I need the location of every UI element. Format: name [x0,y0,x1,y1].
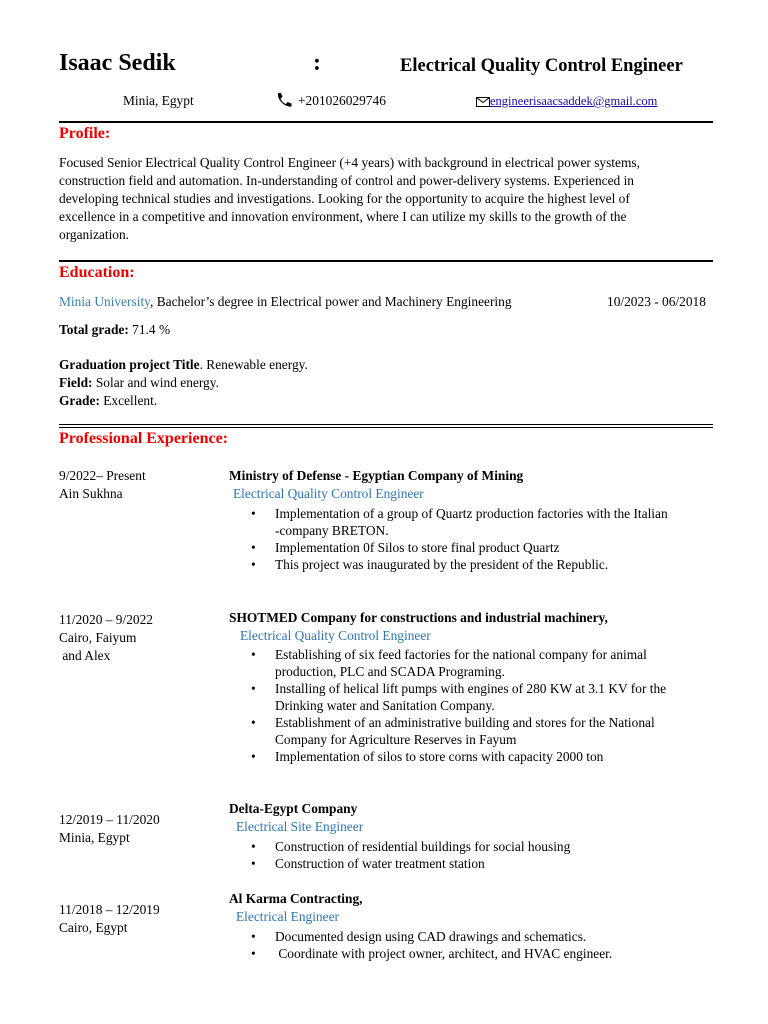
grade-value: Excellent. [99,393,158,408]
job-company: Ministry of Defense - Egyptian Company of Mining [229,468,524,483]
education-dates: 10/2023 - 06/2018 [607,294,706,309]
job-role: Electrical Quality Control Engineer [233,486,424,501]
duty-line: Documented design using CAD drawings and schematics. [275,929,587,944]
job-location: Cairo, Faiyum [59,630,137,645]
project-value: . Renewable energy. [199,357,308,372]
location-text: Minia, Egypt [123,93,194,108]
grade-label: Grade: [59,393,100,408]
duty-line: -company BRETON. [275,523,389,538]
job-location: and Alex [59,648,111,663]
list-item [229,646,666,680]
job-role: Electrical Site Engineer [236,819,364,834]
duty-line: Installing of helical lift pumps with engines of 280 KW at 3.1 KV for the [275,681,667,696]
duty-line: This project was inaugurated by the president of the Republic. [275,557,609,572]
experience-heading: Professional Experience: [59,430,229,447]
phone-icon [275,92,293,108]
list-item [229,556,668,573]
list-item [229,928,612,945]
job-location: Cairo, Egypt [59,920,128,935]
job-dates: 11/2020 – 9/2022 [59,612,153,627]
bullet-icon: • [251,856,256,871]
field-value: Solar and wind energy. [92,375,219,390]
job-duties [229,838,570,872]
bullet-icon: • [251,506,256,521]
education-heading: Education: [59,264,135,281]
phone-number[interactable]: +201026029746 [298,93,386,108]
header-separator: : [313,50,321,76]
bullet-icon: • [251,715,256,730]
profile-line: Focused Senior Electrical Quality Control Engineer (+4 years) with background in electrical power systems, [59,155,640,170]
bullet-icon: • [251,557,256,572]
degree-text: , Bachelor’s degree in Electrical power and Machinery Engineering [150,294,512,309]
email-link[interactable]: engineerisaacsaddek@gmail.com [490,94,658,108]
profile-summary [59,154,713,244]
job-location: Ain Sukhna [59,486,123,501]
list-item [229,680,666,714]
list-item [229,505,668,539]
divider [59,260,713,262]
job-duties [229,505,668,573]
university-name: Minia University [59,294,150,309]
project-grade [59,393,157,409]
job-dates: 11/2018 – 12/2019 [59,902,160,917]
education-degree [59,294,512,310]
duty-line: Establishment of an administrative building and stores for the National [275,715,655,730]
profile-heading: Profile: [59,125,111,142]
profile-line: organization. [59,227,130,242]
total-grade-value: 71.4 % [128,322,171,337]
duty-line: Construction of water treatment station [275,856,485,871]
job-dates: 9/2022– Present [59,468,146,483]
list-item [229,838,570,855]
graduation-project [59,357,308,373]
bullet-icon: • [251,946,256,961]
list-item [229,748,666,765]
total-grade-label: Total grade: [59,322,129,337]
job-role: Electrical Engineer [236,909,339,924]
bullet-icon: • [251,839,256,854]
bullet-icon: • [251,681,256,696]
job-duties [229,646,666,765]
bullet-icon: • [251,540,256,555]
total-grade [59,322,170,338]
job-company: Al Karma Contracting, [229,891,363,906]
job-duties [229,928,612,962]
project-field [59,375,219,391]
duty-line: production, PLC and SCADA Programing. [275,664,505,679]
job-dates: 12/2019 – 11/2020 [59,812,160,827]
list-item [229,945,612,962]
profile-line: developing technical studies and investigations. Looking for the opportunity to acquire the highest level of [59,191,630,206]
candidate-name: Isaac Sedik [59,50,176,76]
duty-line: Implementation of a group of Quartz production factories with the Italian [275,506,668,521]
job-location: Minia, Egypt [59,830,130,845]
divider [59,121,713,123]
job-company: SHOTMED Company for constructions and industrial machinery, [229,610,608,625]
duty-line: Drinking water and Sanitation Company. [275,698,495,713]
duty-line: Establishing of six feed factories for the national company for animal [275,647,647,662]
list-item [229,539,668,556]
bullet-icon: • [251,647,256,662]
duty-line: Construction of residential buildings for social housing [275,839,571,854]
project-label: Graduation project Title [59,357,200,372]
duty-line: Coordinate with project owner, architect, and HVAC engineer. [275,946,613,961]
job-company: Delta-Egypt Company [229,801,358,816]
divider [59,427,713,428]
list-item [229,714,666,748]
divider [59,424,713,425]
field-label: Field: [59,375,93,390]
list-item [229,855,570,872]
mail-icon [476,97,490,107]
job-role: Electrical Quality Control Engineer [240,628,431,643]
duty-line: Implementation of silos to store corns with capacity 2000 ton [275,749,604,764]
profile-line: excellence in a competitive and innovation environment, where I can utilize my skills to the growth of the [59,209,627,224]
bullet-icon: • [251,929,256,944]
profile-line: construction field and automation. In-understanding of control and power-delivery systems. Experienced in [59,173,634,188]
duty-line: Implementation 0f Silos to store final product Quartz [275,540,560,555]
bullet-icon: • [251,749,256,764]
duty-line: Company for Agriculture Reserves in Fayum [275,732,517,747]
job-title: Electrical Quality Control Engineer [400,56,683,76]
